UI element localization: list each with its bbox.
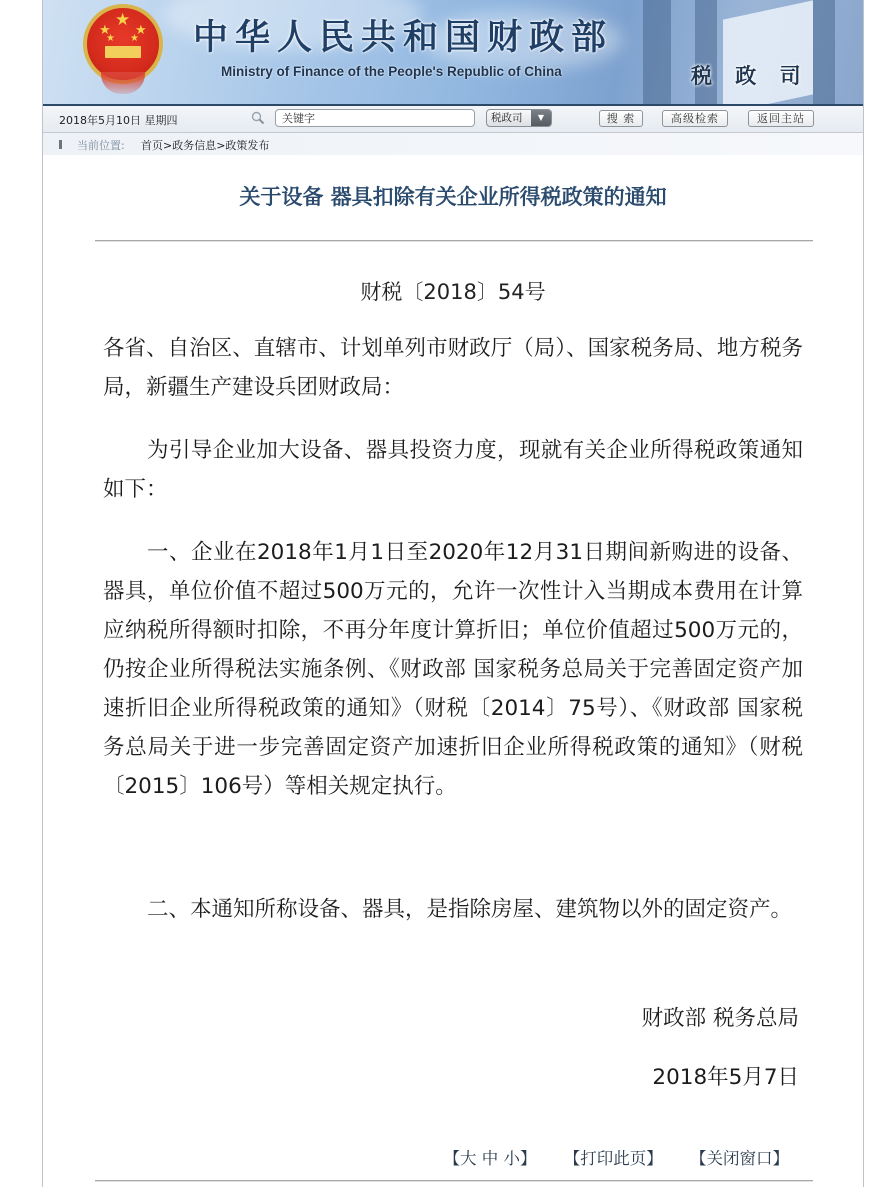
breadcrumb-path[interactable]: 首页>政务信息>政策发布 (141, 139, 270, 152)
page-container (42, 0, 864, 1187)
site-banner (43, 0, 863, 106)
site-title-en: Ministry of Finance of the People's Republic of China (221, 64, 562, 79)
signature: 财政部 税务总局 (641, 1006, 799, 1031)
banner-building (813, 0, 835, 104)
keyword-search-input[interactable] (275, 109, 475, 127)
breadcrumb-marker-icon (59, 140, 62, 149)
national-emblem-icon: ★ ★ ★ ★ ★ (81, 2, 165, 98)
advanced-search-button[interactable]: 高级检索 (662, 110, 728, 127)
font-size-toggle[interactable]: 【大 中 小】 (443, 1149, 537, 1168)
site-title-cn: 中华人民共和国财政部 (193, 18, 614, 58)
footer-divider (95, 1180, 813, 1182)
search-scope-select[interactable] (486, 109, 552, 127)
breadcrumb-label: 当前位置: (77, 139, 125, 152)
breadcrumb (43, 133, 863, 155)
department-name: 税 政 司 (691, 64, 809, 88)
addressees-paragraph: 各省、自治区、直辖市、计划单列市财政厅（局）、国家税务局、地方税务局，新疆生产建设兵团财政局： (103, 336, 803, 400)
current-date: 2018年5月10日 星期四 (59, 114, 178, 127)
document-number: 财税〔2018〕54号 (360, 280, 546, 304)
issue-date: 2018年5月7日 (652, 1065, 799, 1090)
search-bar (43, 106, 863, 133)
banner-building (723, 0, 813, 106)
banner-building (643, 0, 671, 104)
chevron-down-icon: ▼ (531, 110, 551, 126)
intro-paragraph: 为引导企业加大设备、器具投资力度，现就有关企业所得税政策通知如下： (103, 438, 803, 502)
clause-1-paragraph: 一、企业在2018年1月1日至2020年12月31日期间新购进的设备、器具，单位价值不超过500万元的，允许一次性计入当期成本费用在计算应纳税所得额时扣除，不再分年度计算折旧；单位价值超过500万元的，仍按企业所得税法实施条例、《财政部 国家税务总局关于完善固定资产加速折旧企业所得税政策的通知》（财税〔2014〕75号）、《财政部 国家税务总局关于进一步完善固定资产加速折旧企业所得税政策的通知》（财税〔2015〕106号）等相关规定执行。 (103, 540, 803, 799)
article-title: 关于设备 器具扣除有关企业所得税政策的通知 (239, 185, 667, 209)
search-button[interactable]: 搜 索 (599, 110, 643, 127)
close-window-link[interactable]: 【关闭窗口】 (690, 1149, 789, 1168)
search-icon (251, 111, 265, 125)
print-page-link[interactable]: 【打印此页】 (563, 1149, 663, 1168)
page-tools (422, 1145, 790, 1169)
search-scope-value: 税政司 (491, 112, 523, 124)
clause-2-paragraph: 二、本通知所称设备、器具，是指除房屋、建筑物以外的固定资产。 (147, 897, 793, 922)
return-home-button[interactable]: 返回主站 (748, 110, 814, 127)
title-divider (95, 240, 813, 242)
